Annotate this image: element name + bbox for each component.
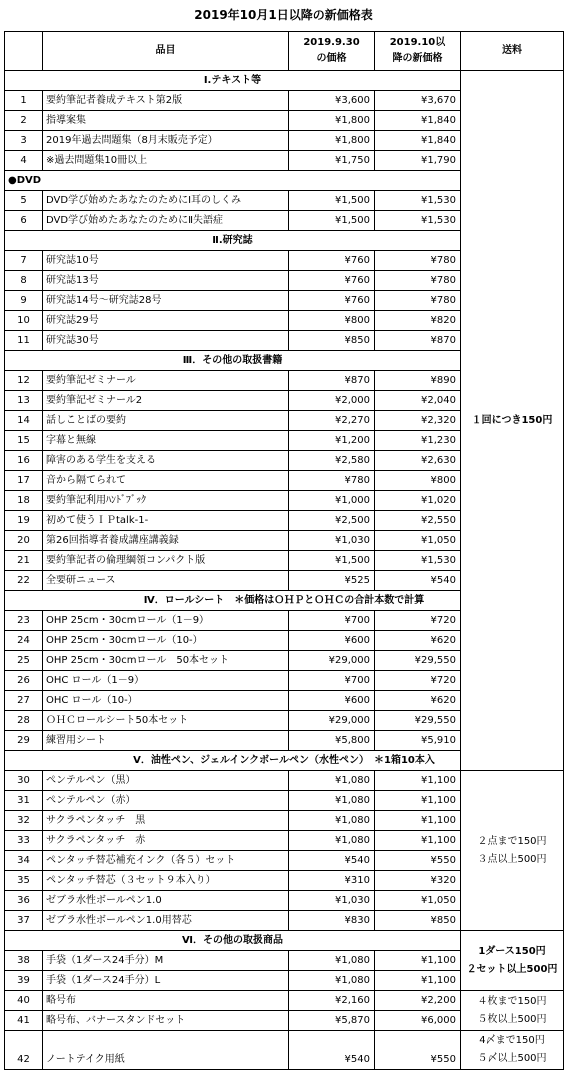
old-price: ¥5,800 [289,731,375,751]
old-price: ¥1,080 [289,791,375,811]
row-number: 31 [5,791,43,811]
table-row [5,1031,564,1070]
section-heading: Ⅵ．その他の取扱商品 [5,931,461,951]
new-price: ¥6,000 [375,1011,461,1031]
old-price: ¥5,870 [289,1011,375,1031]
new-price: ¥3,670 [375,91,461,111]
header-item: 品目 [43,32,289,71]
item-name: ペンタッチ替芯補充インク（各５）セット [43,851,289,871]
new-price: ¥1,530 [375,551,461,571]
item-name: 2019年過去問題集（8月末販売予定） [43,131,289,151]
section-heading: Ⅰ.テキスト等 [5,71,461,91]
row-number: 24 [5,631,43,651]
old-price: ¥1,500 [289,551,375,571]
shipping-text: ３点以上500円 [477,853,547,865]
new-price: ¥620 [375,631,461,651]
old-price: ¥760 [289,251,375,271]
old-price: ¥1,800 [289,131,375,151]
row-number: 1 [5,91,43,111]
row-number: 6 [5,211,43,231]
row-number: 29 [5,731,43,751]
item-name: OHP 25cm・30cmロール（1－9） [43,611,289,631]
new-price: ¥29,550 [375,651,461,671]
old-price: ¥1,030 [289,891,375,911]
item-name: 手袋（1ダース24手分）M [43,951,289,971]
row-number: 27 [5,691,43,711]
shipping-text: ２セット以上500円 [466,963,558,975]
old-price: ¥760 [289,271,375,291]
old-price: ¥1,500 [289,211,375,231]
item-name: 第26回指導者養成講座講義録 [43,531,289,551]
item-name: 字幕と無線 [43,431,289,451]
row-number: 18 [5,491,43,511]
header-old-price-text: 2019.9.30の価格 [303,37,360,64]
item-name: OHC ロール（1－9） [43,671,289,691]
row-number: 42 [5,1031,43,1070]
old-price: ¥310 [289,871,375,891]
section-heading: Ⅲ．その他の取扱書籍 [5,351,461,371]
old-price: ¥850 [289,331,375,351]
row-number: 8 [5,271,43,291]
new-price: ¥720 [375,611,461,631]
new-price: ¥1,840 [375,131,461,151]
section-heading: Ⅳ．ロールシート ＊価格はＯＨＰとＯＨＣの合計本数で計算 [5,591,564,611]
item-name: 話しことばの要約 [43,411,289,431]
shipping-text: ４枚まで150円 [477,995,547,1007]
item-name: サクラペンタッチ 赤 [43,831,289,851]
old-price: ¥1,080 [289,971,375,991]
item-name: OHP 25cm・30cmロール（10-） [43,631,289,651]
new-price: ¥780 [375,271,461,291]
old-price: ¥1,080 [289,951,375,971]
item-name: 略号布、バナースタンドセット [43,1011,289,1031]
shipping-cell [461,991,564,1031]
header-old-price [289,32,375,71]
item-name: 練習用シート [43,731,289,751]
old-price: ¥700 [289,611,375,631]
row-number: 30 [5,771,43,791]
section-heading: Ⅴ．油性ペン、ジェルインクボールペン（水性ペン） ＊1箱10本入 [5,751,564,771]
new-price: ¥1,100 [375,811,461,831]
new-price: ¥1,790 [375,151,461,171]
old-price: ¥1,200 [289,431,375,451]
row-number: 38 [5,951,43,971]
old-price: ¥3,600 [289,91,375,111]
item-name: ペンタッチ替芯（３セット９本入り） [43,871,289,891]
row-number: 2 [5,111,43,131]
section-heading-row [5,591,564,611]
row-number: 40 [5,991,43,1011]
row-number: 11 [5,331,43,351]
row-number: 13 [5,391,43,411]
shipping-text: 4〆まで150円 [479,1035,545,1046]
new-price: ¥1,100 [375,831,461,851]
new-price: ¥1,840 [375,111,461,131]
old-price: ¥800 [289,311,375,331]
row-number: 12 [5,371,43,391]
new-price: ¥780 [375,251,461,271]
table-row [5,771,564,791]
shipping-text: ５枚以上500円 [477,1013,547,1025]
old-price: ¥2,000 [289,391,375,411]
old-price: ¥29,000 [289,651,375,671]
old-price: ¥1,500 [289,191,375,211]
row-number: 28 [5,711,43,731]
item-name: 要約筆記ゼミナール2 [43,391,289,411]
new-price: ¥780 [375,291,461,311]
new-price: ¥1,100 [375,971,461,991]
new-price: ¥800 [375,471,461,491]
item-name: 研究誌30号 [43,331,289,351]
price-table-body [5,32,564,1070]
item-name: 指導案集 [43,111,289,131]
new-price: ¥1,530 [375,191,461,211]
row-number: 4 [5,151,43,171]
row-number: 5 [5,191,43,211]
old-price: ¥700 [289,671,375,691]
item-name: 略号布 [43,991,289,1011]
shipping-cell [461,1031,564,1070]
old-price: ¥2,500 [289,511,375,531]
row-number: 10 [5,311,43,331]
new-price: ¥2,320 [375,411,461,431]
row-number: 33 [5,831,43,851]
item-name: 要約筆記者養成テキスト第2版 [43,91,289,111]
new-price: ¥850 [375,911,461,931]
row-number: 17 [5,471,43,491]
old-price: ¥540 [289,851,375,871]
table-row [5,991,564,1011]
row-number: 7 [5,251,43,271]
old-price: ¥2,160 [289,991,375,1011]
item-name: 手袋（1ダース24手分）L [43,971,289,991]
old-price: ¥1,750 [289,151,375,171]
old-price: ¥600 [289,691,375,711]
new-price: ¥620 [375,691,461,711]
old-price: ¥1,030 [289,531,375,551]
item-name: 全要研ニュース [43,571,289,591]
new-price: ¥1,050 [375,891,461,911]
item-name: 初めて使うＩＰtalk-1- [43,511,289,531]
old-price: ¥830 [289,911,375,931]
new-price: ¥5,910 [375,731,461,751]
new-price: ¥1,100 [375,771,461,791]
new-price: ¥1,530 [375,211,461,231]
header-blank [5,32,43,71]
new-price: ¥2,040 [375,391,461,411]
row-number: 36 [5,891,43,911]
section-heading: ●DVD [5,171,461,191]
new-price: ¥870 [375,331,461,351]
new-price: ¥550 [375,1031,461,1070]
section-heading-row [5,71,564,91]
old-price: ¥540 [289,1031,375,1070]
old-price: ¥870 [289,371,375,391]
new-price: ¥820 [375,311,461,331]
row-number: 9 [5,291,43,311]
row-number: 15 [5,431,43,451]
old-price: ¥29,000 [289,711,375,731]
header-new-price-text: 2019.10以降の新価格 [389,37,446,64]
item-name: ＯＨＣロールシート50本セット [43,711,289,731]
header-new-price [375,32,461,71]
row-number: 21 [5,551,43,571]
item-name: ぺンテルペン（黒） [43,771,289,791]
old-price: ¥525 [289,571,375,591]
shipping-cell [461,931,564,991]
row-number: 25 [5,651,43,671]
item-name: ※過去問題集10冊以上 [43,151,289,171]
item-name: 音から隔てられて [43,471,289,491]
new-price: ¥1,020 [375,491,461,511]
header-shipping: 送料 [461,32,564,71]
row-number: 23 [5,611,43,631]
shipping-text: ５〆以上500円 [477,1053,547,1064]
shipping-text: ２点まで150円 [477,835,547,847]
old-price: ¥2,580 [289,451,375,471]
shipping-text: 1ダース150円 [478,945,546,957]
new-price: ¥550 [375,851,461,871]
row-number: 19 [5,511,43,531]
item-name: 要約筆記ゼミナール [43,371,289,391]
item-name: ゼブラ水性ボールペン1.0 [43,891,289,911]
row-number: 14 [5,411,43,431]
item-name: 障害のある学生を支える [43,451,289,471]
item-name: 要約筆記利用ﾊﾝﾄﾞﾌﾞｯｸ [43,491,289,511]
new-price: ¥2,200 [375,991,461,1011]
item-name: OHP 25cm・30cmロール 50本セット [43,651,289,671]
new-price: ¥720 [375,671,461,691]
row-number: 16 [5,451,43,471]
new-price: ¥2,630 [375,451,461,471]
new-price: ¥1,100 [375,791,461,811]
item-name: ノートテイク用紙 [43,1031,289,1070]
row-number: 37 [5,911,43,931]
old-price: ¥600 [289,631,375,651]
old-price: ¥1,800 [289,111,375,131]
section-heading-row [5,751,564,771]
item-name: 要約筆記者の倫理綱領コンパクト版 [43,551,289,571]
old-price: ¥780 [289,471,375,491]
shipping-cell [461,771,564,931]
item-name: ぺンテルペン（赤） [43,791,289,811]
section-heading: Ⅱ.研究誌 [5,231,461,251]
row-number: 39 [5,971,43,991]
item-name: サクラペンタッチ 黒 [43,811,289,831]
section-heading-row [5,931,564,951]
old-price: ¥760 [289,291,375,311]
item-name: DVD学び始めたあなたのためにⅡ失語症 [43,211,289,231]
new-price: ¥320 [375,871,461,891]
item-name: 研究誌29号 [43,311,289,331]
old-price: ¥1,080 [289,831,375,851]
item-name: 研究誌10号 [43,251,289,271]
old-price: ¥2,270 [289,411,375,431]
new-price: ¥890 [375,371,461,391]
new-price: ¥1,230 [375,431,461,451]
row-number: 35 [5,871,43,891]
item-name: DVD学び始めたあなたのためにⅠ耳のしくみ [43,191,289,211]
new-price: ¥2,550 [375,511,461,531]
old-price: ¥1,080 [289,811,375,831]
shipping-cell [461,71,564,771]
row-number: 41 [5,1011,43,1031]
item-name: 研究誌14号～研究誌28号 [43,291,289,311]
price-table [4,31,564,1070]
item-name: OHC ロール（10-） [43,691,289,711]
new-price: ¥540 [375,571,461,591]
item-name: ゼブラ水性ボールペン1.0用替芯 [43,911,289,931]
old-price: ¥1,000 [289,491,375,511]
header-row [5,32,564,71]
new-price: ¥29,550 [375,711,461,731]
row-number: 22 [5,571,43,591]
old-price: ¥1,080 [289,771,375,791]
page-title: 2019年10月1日以降の新価格表 [194,8,373,22]
shipping-text: １回につき150円 [471,414,553,426]
row-number: 26 [5,671,43,691]
item-name: 研究誌13号 [43,271,289,291]
row-number: 3 [5,131,43,151]
new-price: ¥1,050 [375,531,461,551]
row-number: 20 [5,531,43,551]
new-price: ¥1,100 [375,951,461,971]
row-number: 32 [5,811,43,831]
row-number: 34 [5,851,43,871]
